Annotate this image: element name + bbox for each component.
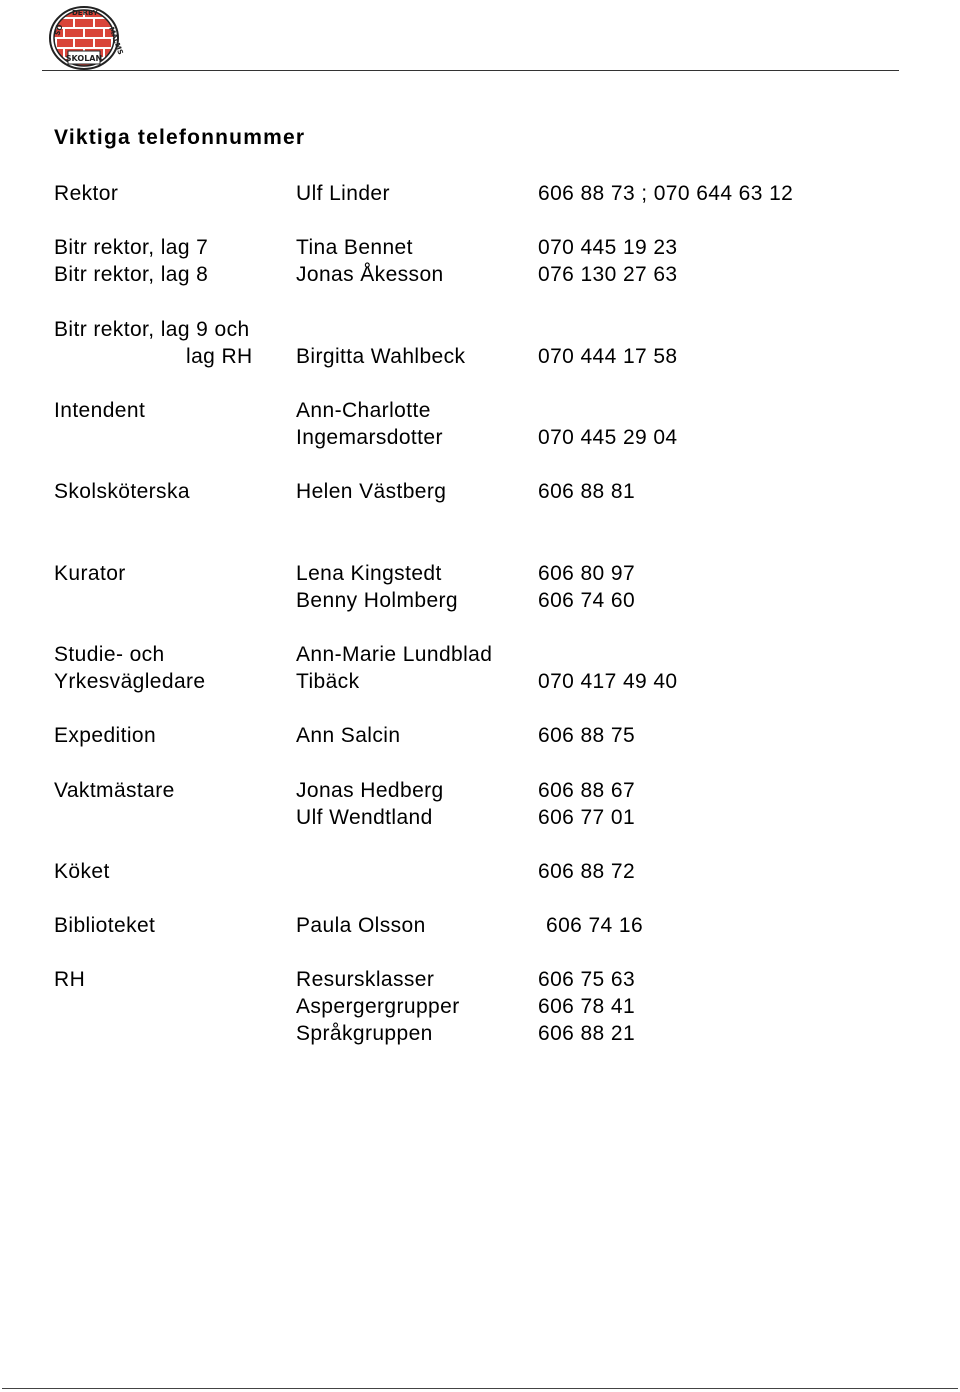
- name-rh-2: Aspergergrupper: [296, 995, 460, 1018]
- role-kurator: Kurator: [54, 562, 126, 585]
- name-kurator-2: Benny Holmberg: [296, 589, 459, 612]
- role-rh: RH: [54, 968, 86, 991]
- name-intendent-line1: Ann-Charlotte: [296, 399, 431, 422]
- phone-skolskoterska: 606 88 81: [538, 480, 636, 503]
- role-intendent: Intendent: [54, 399, 146, 422]
- role-rektor: Rektor: [54, 182, 119, 205]
- role-vaktmastare: Vaktmästare: [54, 779, 175, 802]
- phone-biblioteket: 606 74 16: [546, 914, 644, 937]
- phone-kurator-1: 606 80 97: [538, 562, 636, 585]
- phone-intendent: 070 445 29 04: [538, 426, 678, 449]
- phone-syv: 070 417 49 40: [538, 670, 678, 693]
- svg-text:SÖ: SÖ: [53, 23, 65, 37]
- role-lag9-line1: Bitr rektor, lag 9 och: [54, 318, 250, 341]
- school-logo-seal: [48, 6, 125, 70]
- phone-rh-2: 606 78 41: [538, 995, 636, 1018]
- role-koket: Köket: [54, 860, 110, 883]
- phone-vaktmastare-1: 606 88 67: [538, 779, 636, 802]
- role-syv-line1: Studie- och: [54, 643, 165, 666]
- role-lag8: Bitr rektor, lag 8: [54, 263, 209, 286]
- phone-lag7: 070 445 19 23: [538, 236, 678, 259]
- phone-lag9: 070 444 17 58: [538, 345, 678, 368]
- header-divider: [42, 70, 899, 71]
- phone-rh-3: 606 88 21: [538, 1022, 636, 1045]
- phone-rektor: 606 88 73 ; 070 644 63 12: [538, 182, 794, 205]
- name-syv-line1: Ann-Marie Lundblad: [296, 643, 493, 666]
- name-lag7: Tina Bennet: [296, 236, 413, 259]
- role-expedition: Expedition: [54, 724, 157, 747]
- phone-expedition: 606 88 75: [538, 724, 636, 747]
- school-logo: [48, 6, 125, 70]
- role-biblioteket: Biblioteket: [54, 914, 156, 937]
- name-rh-3: Språkgruppen: [296, 1022, 433, 1045]
- name-syv-line2: Tibäck: [296, 670, 360, 693]
- role-syv-line2: Yrkesvägledare: [54, 670, 206, 693]
- name-lag8: Jonas Åkesson: [296, 263, 444, 286]
- name-intendent-line2: Ingemarsdotter: [296, 426, 443, 449]
- role-skolskoterska: Skolsköterska: [54, 480, 190, 503]
- name-rektor: Ulf Linder: [296, 182, 390, 205]
- footer-divider: [2, 1388, 958, 1389]
- phone-kurator-2: 606 74 60: [538, 589, 636, 612]
- page-title: Viktiga telefonnummer: [54, 126, 306, 149]
- name-vaktmastare-2: Ulf Wendtland: [296, 806, 433, 829]
- name-kurator-1: Lena Kingstedt: [296, 562, 442, 585]
- svg-text:SKOLAN: SKOLAN: [65, 54, 103, 63]
- phone-rh-1: 606 75 63: [538, 968, 636, 991]
- role-lag7: Bitr rektor, lag 7: [54, 236, 209, 259]
- name-biblioteket: Paula Olsson: [296, 914, 426, 937]
- svg-text:DERBY: DERBY: [72, 9, 99, 17]
- name-lag9: Birgitta Wahlbeck: [296, 345, 466, 368]
- phone-lag8: 076 130 27 63: [538, 263, 678, 286]
- role-lag9-line2: lag RH: [186, 345, 253, 368]
- phone-koket: 606 88 72: [538, 860, 636, 883]
- svg-text:MALMS: MALMS: [107, 25, 125, 56]
- phone-vaktmastare-2: 606 77 01: [538, 806, 636, 829]
- name-rh-1: Resursklasser: [296, 968, 435, 991]
- name-expedition: Ann Salcin: [296, 724, 401, 747]
- name-vaktmastare-1: Jonas Hedberg: [296, 779, 444, 802]
- name-skolskoterska: Helen Västberg: [296, 480, 447, 503]
